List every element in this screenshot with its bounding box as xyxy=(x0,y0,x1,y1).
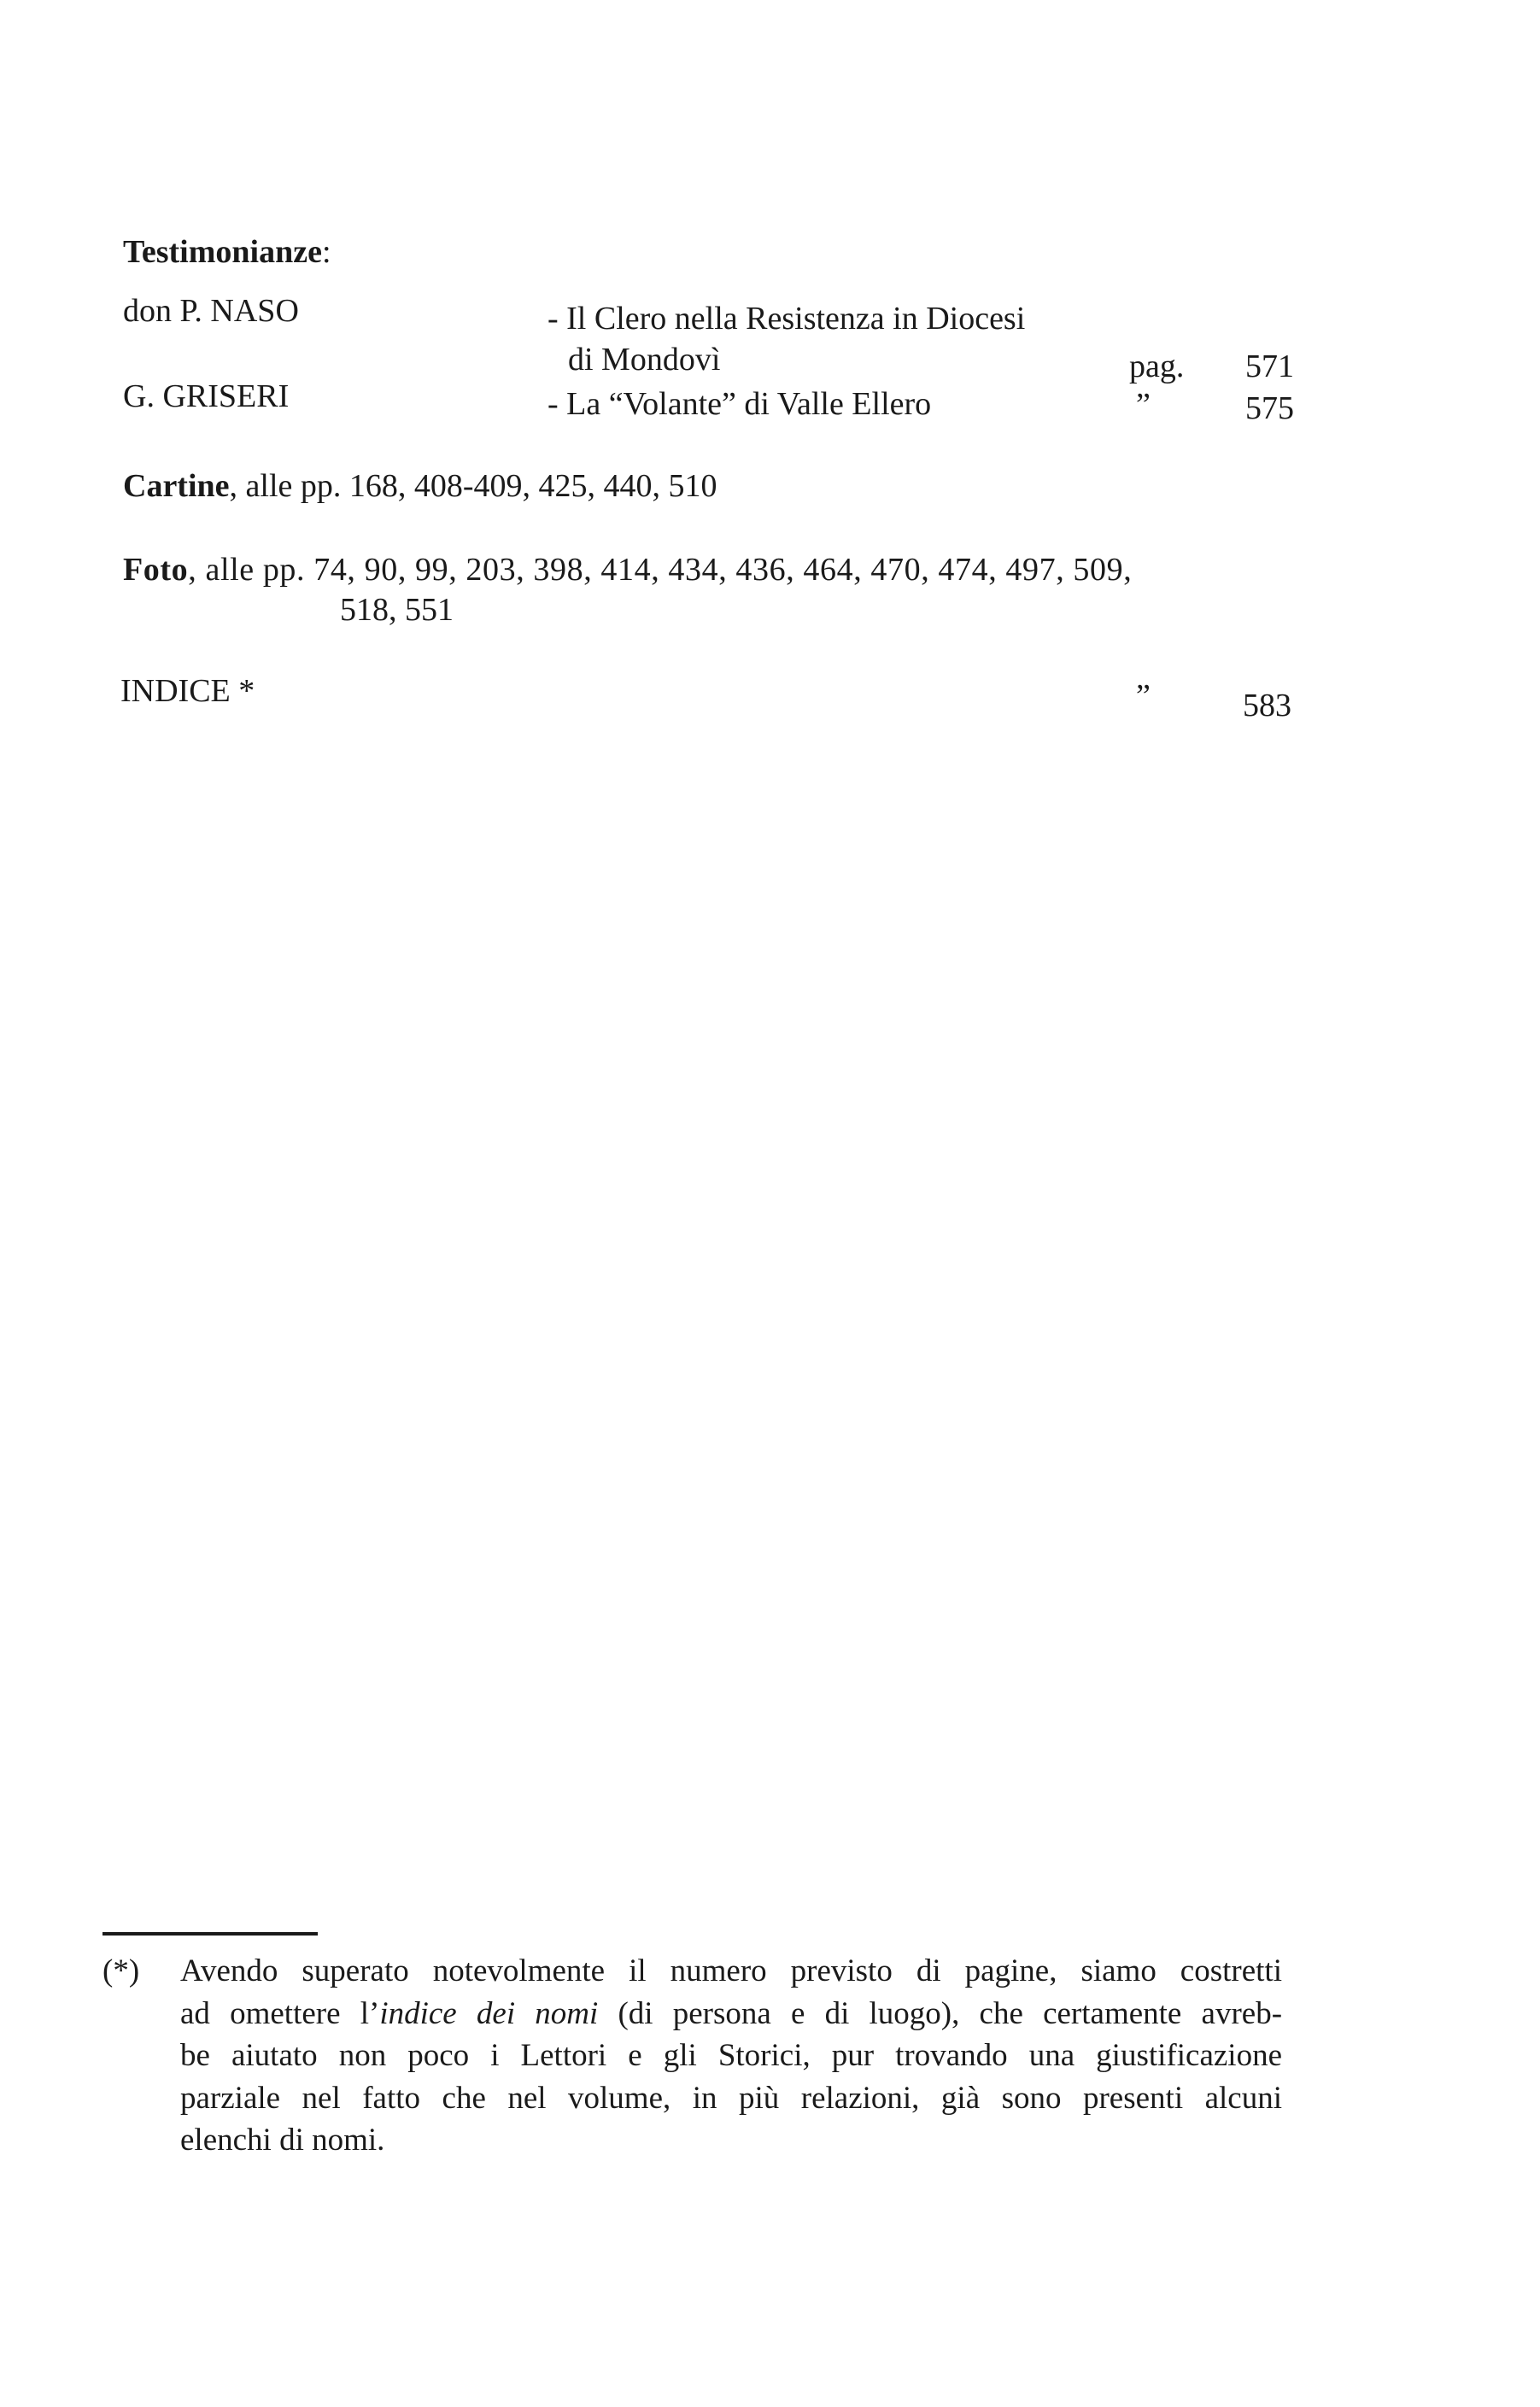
footnote-line-3: be aiutato non poco i Lettori e gli Storici, pur trovando una giustificazione xyxy=(180,2038,1282,2073)
footnote-line-4: parziale nel fatto che nel volume, in più relazioni, già sono presenti alcuni xyxy=(180,2080,1282,2116)
testimonianze-heading-colon: : xyxy=(321,234,331,270)
footnote-line-5: elenchi di nomi. xyxy=(180,2123,385,2158)
cartine-pages: , alle pp. 168, 408-409, 425, 440, 510 xyxy=(229,468,717,504)
footnote-marker: (*) xyxy=(102,1953,140,1988)
cartine-line xyxy=(123,466,717,506)
testimonianze-heading-label: Testimonianze xyxy=(123,234,322,270)
entry-page-griseri: 575 xyxy=(1245,390,1294,426)
foto-pages-line1: , alle pp. 74, 90, 99, 203, 398, 414, 434, 436, 464, 470, 474, 497, 509, xyxy=(188,552,1133,588)
indice-page: 583 xyxy=(1243,688,1291,723)
footnote-line-1: Avendo superato notevolmente il numero previsto di pagine, siamo costretti xyxy=(180,1953,1282,1988)
entry-page-naso: 571 xyxy=(1245,348,1294,384)
cartine-label: Cartine xyxy=(123,468,230,504)
footnote-line-2-post: (di persona e di luogo), che certamente avreb- xyxy=(598,1995,1283,2031)
footnote-body xyxy=(180,1950,1282,2162)
foto-label: Foto xyxy=(123,552,189,588)
footnote-line-2-pre: ad omettere l’ xyxy=(180,1995,380,2031)
indice-ditto: ” xyxy=(1136,678,1151,714)
entry-page-label-naso: pag. xyxy=(1129,348,1185,384)
entry-title-griseri: - La “Volante” di Valle Ellero xyxy=(547,386,932,422)
foto-line1 xyxy=(123,550,1132,589)
testimonianze-heading xyxy=(123,232,331,272)
entry-author-naso: don P. NASO xyxy=(123,293,299,329)
entry-ditto-griseri: ” xyxy=(1136,387,1151,423)
footnote-rule xyxy=(102,1932,318,1936)
entry-title-naso-line2: di Mondovì xyxy=(568,342,721,378)
footnote-line-2 xyxy=(180,1993,1282,2035)
entry-title-naso-line1: - Il Clero nella Resistenza in Diocesi xyxy=(547,301,1026,337)
indice-label: INDICE * xyxy=(120,673,255,709)
footnote-italic-title: indice dei nomi xyxy=(379,1995,599,2031)
foto-pages-line2: 518, 551 xyxy=(340,592,454,628)
entry-author-griseri: G. GRISERI xyxy=(123,378,290,414)
